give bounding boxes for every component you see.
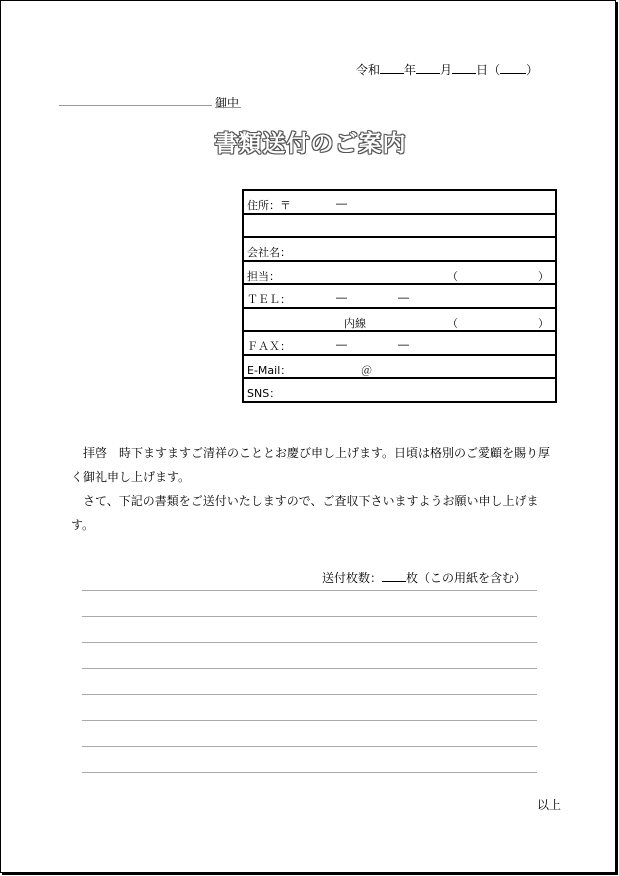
sns-row (243, 378, 556, 402)
document-list-line[interactable] (82, 616, 537, 617)
extension-cell[interactable] (243, 308, 556, 332)
document-list-line[interactable] (82, 694, 537, 695)
sheet-count-label: 送付枚数： (322, 571, 383, 585)
tel-row (243, 284, 556, 308)
company-cell[interactable] (243, 237, 556, 261)
tel-dash-2: ― (398, 291, 409, 304)
extension-paren-open: （ (447, 316, 458, 330)
sns-label: SNS： (247, 387, 281, 400)
document-list-line[interactable] (82, 720, 537, 721)
company-row (243, 237, 556, 261)
address-cell[interactable] (243, 190, 556, 214)
recipient-name-line[interactable] (59, 105, 212, 106)
fax-dash-1: ― (336, 338, 347, 351)
address-row-2 (243, 214, 556, 238)
company-label: 会社名： (247, 246, 291, 259)
email-at: ＠ (361, 363, 372, 377)
weekday-blank[interactable] (500, 62, 526, 74)
sender-info-table (242, 189, 557, 403)
contact-paren-close: ） (538, 269, 549, 283)
extension-paren-close: ） (538, 316, 549, 330)
email-cell[interactable] (243, 355, 556, 379)
postal-dash: ― (336, 197, 347, 210)
document-list-line[interactable] (82, 772, 537, 773)
contact-cell[interactable] (243, 261, 556, 285)
day-blank[interactable] (452, 62, 476, 74)
date-month: 月 (440, 63, 453, 77)
sheet-count-unit: 枚（この用紙を含む） (406, 571, 527, 585)
date-year: 年 (404, 63, 417, 77)
date-day: 日 (476, 63, 489, 77)
document-list-line[interactable] (82, 668, 537, 669)
recipient-suffix: 御中 (215, 96, 240, 110)
date-era: 令和 (356, 63, 381, 77)
weekday-paren-close: ） (526, 63, 539, 77)
fax-cell[interactable] (243, 331, 556, 355)
sheet-count-line (322, 569, 526, 586)
greeting-paragraph: 拝啓 時下ますますご清祥のこととお慶び申し上げます。日頃は格別のご愛顧を賜り厚く御礼申し上げます。 (71, 446, 551, 484)
sns-cell[interactable] (243, 378, 556, 402)
address-label: 住所：〒 (247, 199, 291, 212)
date-line (356, 61, 538, 78)
tel-cell[interactable] (243, 284, 556, 308)
fax-label: ＦＡＸ： (247, 340, 291, 353)
closing-text: 以上 (537, 798, 562, 812)
fax-row (243, 331, 556, 355)
email-label: E-Mail： (247, 363, 292, 377)
tel-label: ＴＥＬ： (247, 293, 291, 306)
page-title: 書類送付のご案内 (214, 131, 407, 157)
document-list-line[interactable] (82, 746, 537, 747)
fax-dash-2: ― (398, 338, 409, 351)
document-list-line[interactable] (82, 642, 537, 643)
extension-row (243, 308, 556, 332)
contact-paren-open: （ (447, 269, 458, 283)
address-row (243, 190, 556, 214)
month-blank[interactable] (416, 62, 440, 74)
contact-row (243, 261, 556, 285)
email-row (243, 355, 556, 379)
sheet-count-blank[interactable] (382, 570, 406, 582)
weekday-paren-open: （ (488, 63, 501, 77)
document-list-line[interactable] (82, 590, 537, 591)
extension-label: 内線 (344, 316, 366, 330)
address-cell-2[interactable] (243, 214, 556, 238)
tel-dash-1: ― (336, 291, 347, 304)
contact-label: 担当： (247, 269, 280, 283)
recipient-suffix-underline (215, 107, 241, 108)
year-blank[interactable] (380, 62, 404, 74)
notice-paragraph: さて、下記の書類をご送付いたしますので、ご査収下さいますようお願い申し上げます。 (71, 494, 539, 532)
